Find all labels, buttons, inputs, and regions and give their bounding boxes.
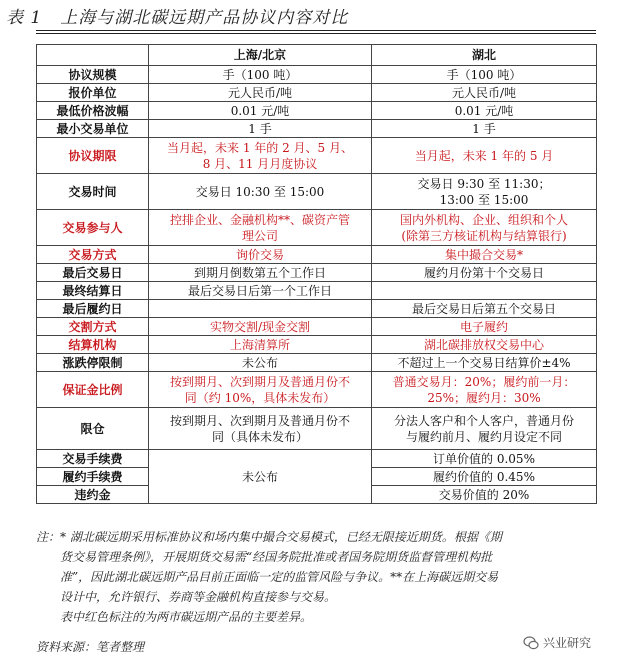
row-label: 最终结算日 (37, 282, 149, 300)
cell-hubei (372, 102, 597, 120)
notes (36, 527, 606, 627)
cell-line: (除第三方核证机构与结算银行) (401, 228, 567, 243)
cell-line: 控排企业、金融机构**、碳资产管 (169, 212, 350, 227)
table-row (37, 210, 597, 246)
title-rule-bottom (36, 33, 596, 34)
wechat-icon (523, 635, 539, 651)
cell-shanghai (149, 246, 372, 264)
cell-line: 分法人客户和个人客户，普通月份 (393, 413, 574, 428)
cell-hubei (372, 372, 597, 408)
note-line-4: 设计中，允许银行、券商等金融机构直接参与交易。 (60, 590, 337, 604)
cell-line: 最后交易日后第五个交易日 (411, 301, 556, 316)
cell-line: 不超过上一个交易日结算价±4% (397, 355, 571, 370)
cell-line: 8 月、11 月月度协议 (202, 156, 318, 171)
note-line-3: 准”，因此湖北碳远期产品目前正面临一定的监管风险与争议。**在上海碳远期交易 (60, 570, 499, 584)
row-label: 协议期限 (37, 138, 149, 174)
cell-hubei (372, 246, 597, 264)
header-label (37, 45, 149, 66)
note-line-5: 表中红色标注的为两市碳远期产品的主要差异。 (60, 610, 313, 624)
header-shanghai: 上海/北京 (149, 45, 372, 66)
cell-hubei (372, 336, 597, 354)
cell-line: 未公布 (241, 355, 278, 370)
cell-line: 按到期月、次到期月及普通月份不 (169, 374, 350, 389)
table-row (37, 66, 597, 84)
cell-shanghai (149, 66, 372, 84)
cell-hubei (372, 300, 597, 318)
cell-line: 13:00 至 15:00 (439, 192, 529, 207)
cell-shanghai (149, 408, 372, 450)
cell-shanghai (149, 282, 372, 300)
cell-hubei (372, 354, 597, 372)
watermark-text: 兴业研究 (543, 636, 592, 650)
row-label: 涨跌停限制 (37, 354, 149, 372)
cell-shanghai (149, 120, 372, 138)
cell-hubei (372, 174, 597, 210)
cell-hubei (372, 120, 597, 138)
cell-shanghai (149, 318, 372, 336)
cell-hubei (372, 408, 597, 450)
cell-line: 交易日 10:30 至 15:00 (195, 184, 325, 199)
watermark (523, 634, 591, 651)
row-label: 履约手续费 (37, 468, 149, 486)
table-row (37, 354, 597, 372)
table-row (37, 102, 597, 120)
table-body (37, 66, 597, 504)
row-label: 交易方式 (37, 246, 149, 264)
row-label: 交易时间 (37, 174, 149, 210)
table-row (37, 84, 597, 102)
cell-line: 履约月份第十个交易日 (423, 265, 544, 280)
cell-shanghai (149, 300, 372, 318)
cell-line: 实物交割/现金交割 (209, 319, 311, 334)
cell-line: 按到期月、次到期月及普通月份不 (169, 413, 350, 428)
row-label: 保证金比例 (37, 372, 149, 408)
cell-shanghai (149, 336, 372, 354)
table-row (37, 318, 597, 336)
cell-line: 当月起，未来 1 年的 5 月 (414, 148, 554, 163)
cell-line: 25%；履约月：30% (427, 390, 541, 405)
cell-hubei (372, 282, 597, 300)
cell-line: 同（约 10%，具体未发布） (184, 390, 336, 405)
cell-line: 理公司 (241, 228, 278, 243)
cell-hubei (372, 210, 597, 246)
cell-hubei (372, 318, 597, 336)
table-row (37, 372, 597, 408)
cell-line: 与履约前月、履约月设定不同 (405, 429, 562, 444)
cell-hubei (372, 138, 597, 174)
cell-line: 1 手 (248, 121, 272, 136)
cell-line: 交易日 9:30 至 11:30； (417, 176, 551, 191)
row-label: 最后履约日 (37, 300, 149, 318)
cell-shanghai (149, 210, 372, 246)
comparison-table (36, 44, 597, 504)
cell-hubei (372, 486, 597, 504)
cell-line: 1 手 (472, 121, 496, 136)
cell-line: 手（100 吨） (222, 67, 298, 82)
table-row (37, 282, 597, 300)
row-label: 最小交易单位 (37, 120, 149, 138)
cell-line: 集中撮合交易* (444, 247, 523, 262)
cell-line: 订单价值的 0.05% (433, 451, 535, 466)
header-hubei: 湖北 (372, 45, 597, 66)
table-row (37, 408, 597, 450)
cell-shanghai (149, 450, 372, 504)
table-row (37, 264, 597, 282)
cell-line: 元人民币/吨 (451, 85, 517, 100)
table-row (37, 174, 597, 210)
table-title-text: 上海与湖北碳远期产品协议内容对比 (60, 8, 349, 28)
row-label: 结算机构 (37, 336, 149, 354)
cell-line: 交易价值的 20% (438, 487, 530, 502)
row-label: 报价单位 (37, 84, 149, 102)
cell-hubei (372, 450, 597, 468)
cell-line: 同（具体未发布） (211, 429, 308, 444)
cell-shanghai (149, 102, 372, 120)
cell-line: 履约价值的 0.45% (433, 469, 535, 484)
table-row (37, 450, 597, 468)
table-row (37, 300, 597, 318)
note-line-2: 货交易管理条例》，开展期货交易需“经国务院批准或者国务院期货监督管理机构批 (60, 550, 493, 564)
cell-line: 到期月倒数第五个工作日 (193, 265, 326, 280)
cell-line: 上海清算所 (229, 337, 290, 352)
cell-hubei (372, 84, 597, 102)
cell-line: 手（100 吨） (446, 67, 522, 82)
cell-shanghai (149, 138, 372, 174)
table-title (6, 3, 348, 28)
row-label: 交割方式 (37, 318, 149, 336)
cell-line: 最后交易日后第一个工作日 (187, 283, 332, 298)
cell-shanghai (149, 174, 372, 210)
cell-hubei (372, 264, 597, 282)
table-header-row (37, 45, 597, 66)
table-row (37, 246, 597, 264)
cell-line: 当月起，未来 1 年的 2 月、5 月、 (167, 140, 353, 155)
cell-line: 普通交易月：20%；履约前一月： (392, 374, 576, 389)
row-label: 违约金 (37, 486, 149, 504)
cell-line: 0.01 元/吨 (454, 103, 514, 118)
table-row (37, 336, 597, 354)
note-line-1: 注：* 湖北碳远期采用标准协议和场内集中撮合交易模式，已经无限接近期货。根据《期 (36, 530, 502, 544)
cell-shanghai (149, 354, 372, 372)
cell-shanghai (149, 84, 372, 102)
table-number: 表 1 (6, 8, 43, 28)
table-row (37, 120, 597, 138)
cell-line: 湖北碳排放权交易中心 (423, 337, 544, 352)
cell-line: 电子履约 (459, 319, 508, 334)
cell-line: 未公布 (241, 469, 278, 484)
row-label: 交易参与人 (37, 210, 149, 246)
title-rule-top (36, 30, 596, 31)
table-row (37, 138, 597, 174)
source-line: 资料来源：笔者整理 (36, 640, 145, 654)
cell-line: 国内外机构、企业、组织和个人 (399, 212, 568, 227)
row-label: 限仓 (37, 408, 149, 450)
row-label: 协议规模 (37, 66, 149, 84)
cell-line: 询价交易 (235, 247, 284, 262)
row-label: 最低价格波幅 (37, 102, 149, 120)
cell-shanghai (149, 372, 372, 408)
cell-hubei (372, 468, 597, 486)
cell-line: 元人民币/吨 (227, 85, 293, 100)
cell-shanghai (149, 264, 372, 282)
cell-line: 0.01 元/吨 (230, 103, 290, 118)
row-label: 交易手续费 (37, 450, 149, 468)
row-label: 最后交易日 (37, 264, 149, 282)
cell-hubei (372, 66, 597, 84)
